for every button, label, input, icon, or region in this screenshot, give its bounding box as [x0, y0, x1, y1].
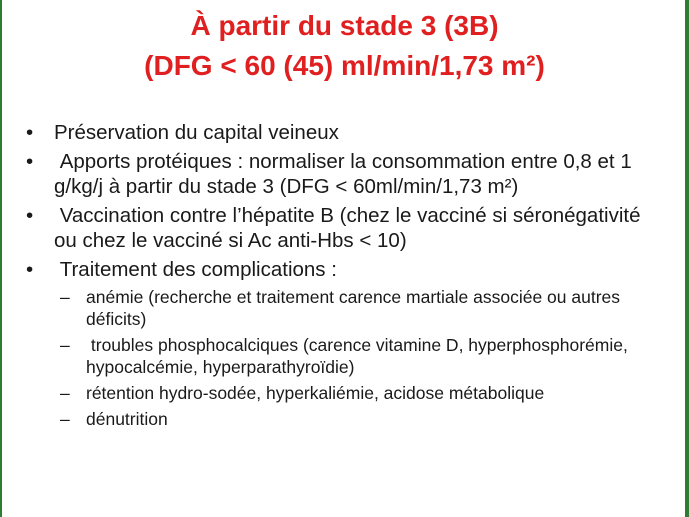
bullet-marker: •: [26, 150, 34, 173]
sub-item-text: rétention hydro-sodée, hyperkaliémie, acidose métabolique: [86, 383, 545, 403]
sub-marker: –: [60, 383, 70, 403]
bullet-text: Vaccination contre l’hépatite B (chez le vacciné si séronégativité ou chez le vacciné si Ac anti-Hbs < 10): [54, 204, 647, 252]
sub-marker: –: [60, 287, 70, 307]
bullet-text: Apports protéiques : normaliser la consommation entre 0,8 et 1 g/kg/j à partir du stade 3 (DFG < 60ml/min/1,73 m²): [54, 150, 638, 198]
bullet-item-capital-veineux: [26, 120, 666, 145]
sub-marker: –: [60, 335, 70, 355]
complications-sub-list: [26, 286, 666, 430]
sub-marker: –: [60, 409, 70, 429]
sub-item-text: dénutrition: [86, 409, 168, 429]
slide-content: [26, 120, 666, 434]
sub-item-text: anémie (recherche et traitement carence martiale associée ou autres déficits): [86, 287, 621, 329]
sub-item-denutrition: [60, 408, 666, 430]
bullet-marker: •: [26, 204, 34, 227]
sub-item-text: troubles phosphocalciques (carence vitamine D, hyperphosphorémie, hypocalcémie, hyperparathyroïdie): [86, 335, 633, 377]
bullet-marker: •: [26, 121, 34, 144]
sub-item-anemie: [60, 286, 666, 330]
slide-title-line-1: À partir du stade 3 (3B): [190, 10, 499, 41]
bullet-item-complications: [26, 257, 666, 282]
bullet-text: Préservation du capital veineux: [54, 121, 339, 144]
sub-item-retention-hydro-sodee: [60, 382, 666, 404]
bullet-item-vaccination: [26, 203, 666, 253]
slide-title-line-2: (DFG < 60 (45) ml/min/1,73 m²): [144, 50, 545, 81]
slide-title: [0, 6, 689, 86]
bullet-item-apports-proteiques: [26, 149, 666, 199]
sub-item-troubles-phosphocalciques: [60, 334, 666, 378]
bullet-text: Traitement des complications :: [54, 258, 337, 281]
bullet-marker: •: [26, 258, 34, 281]
